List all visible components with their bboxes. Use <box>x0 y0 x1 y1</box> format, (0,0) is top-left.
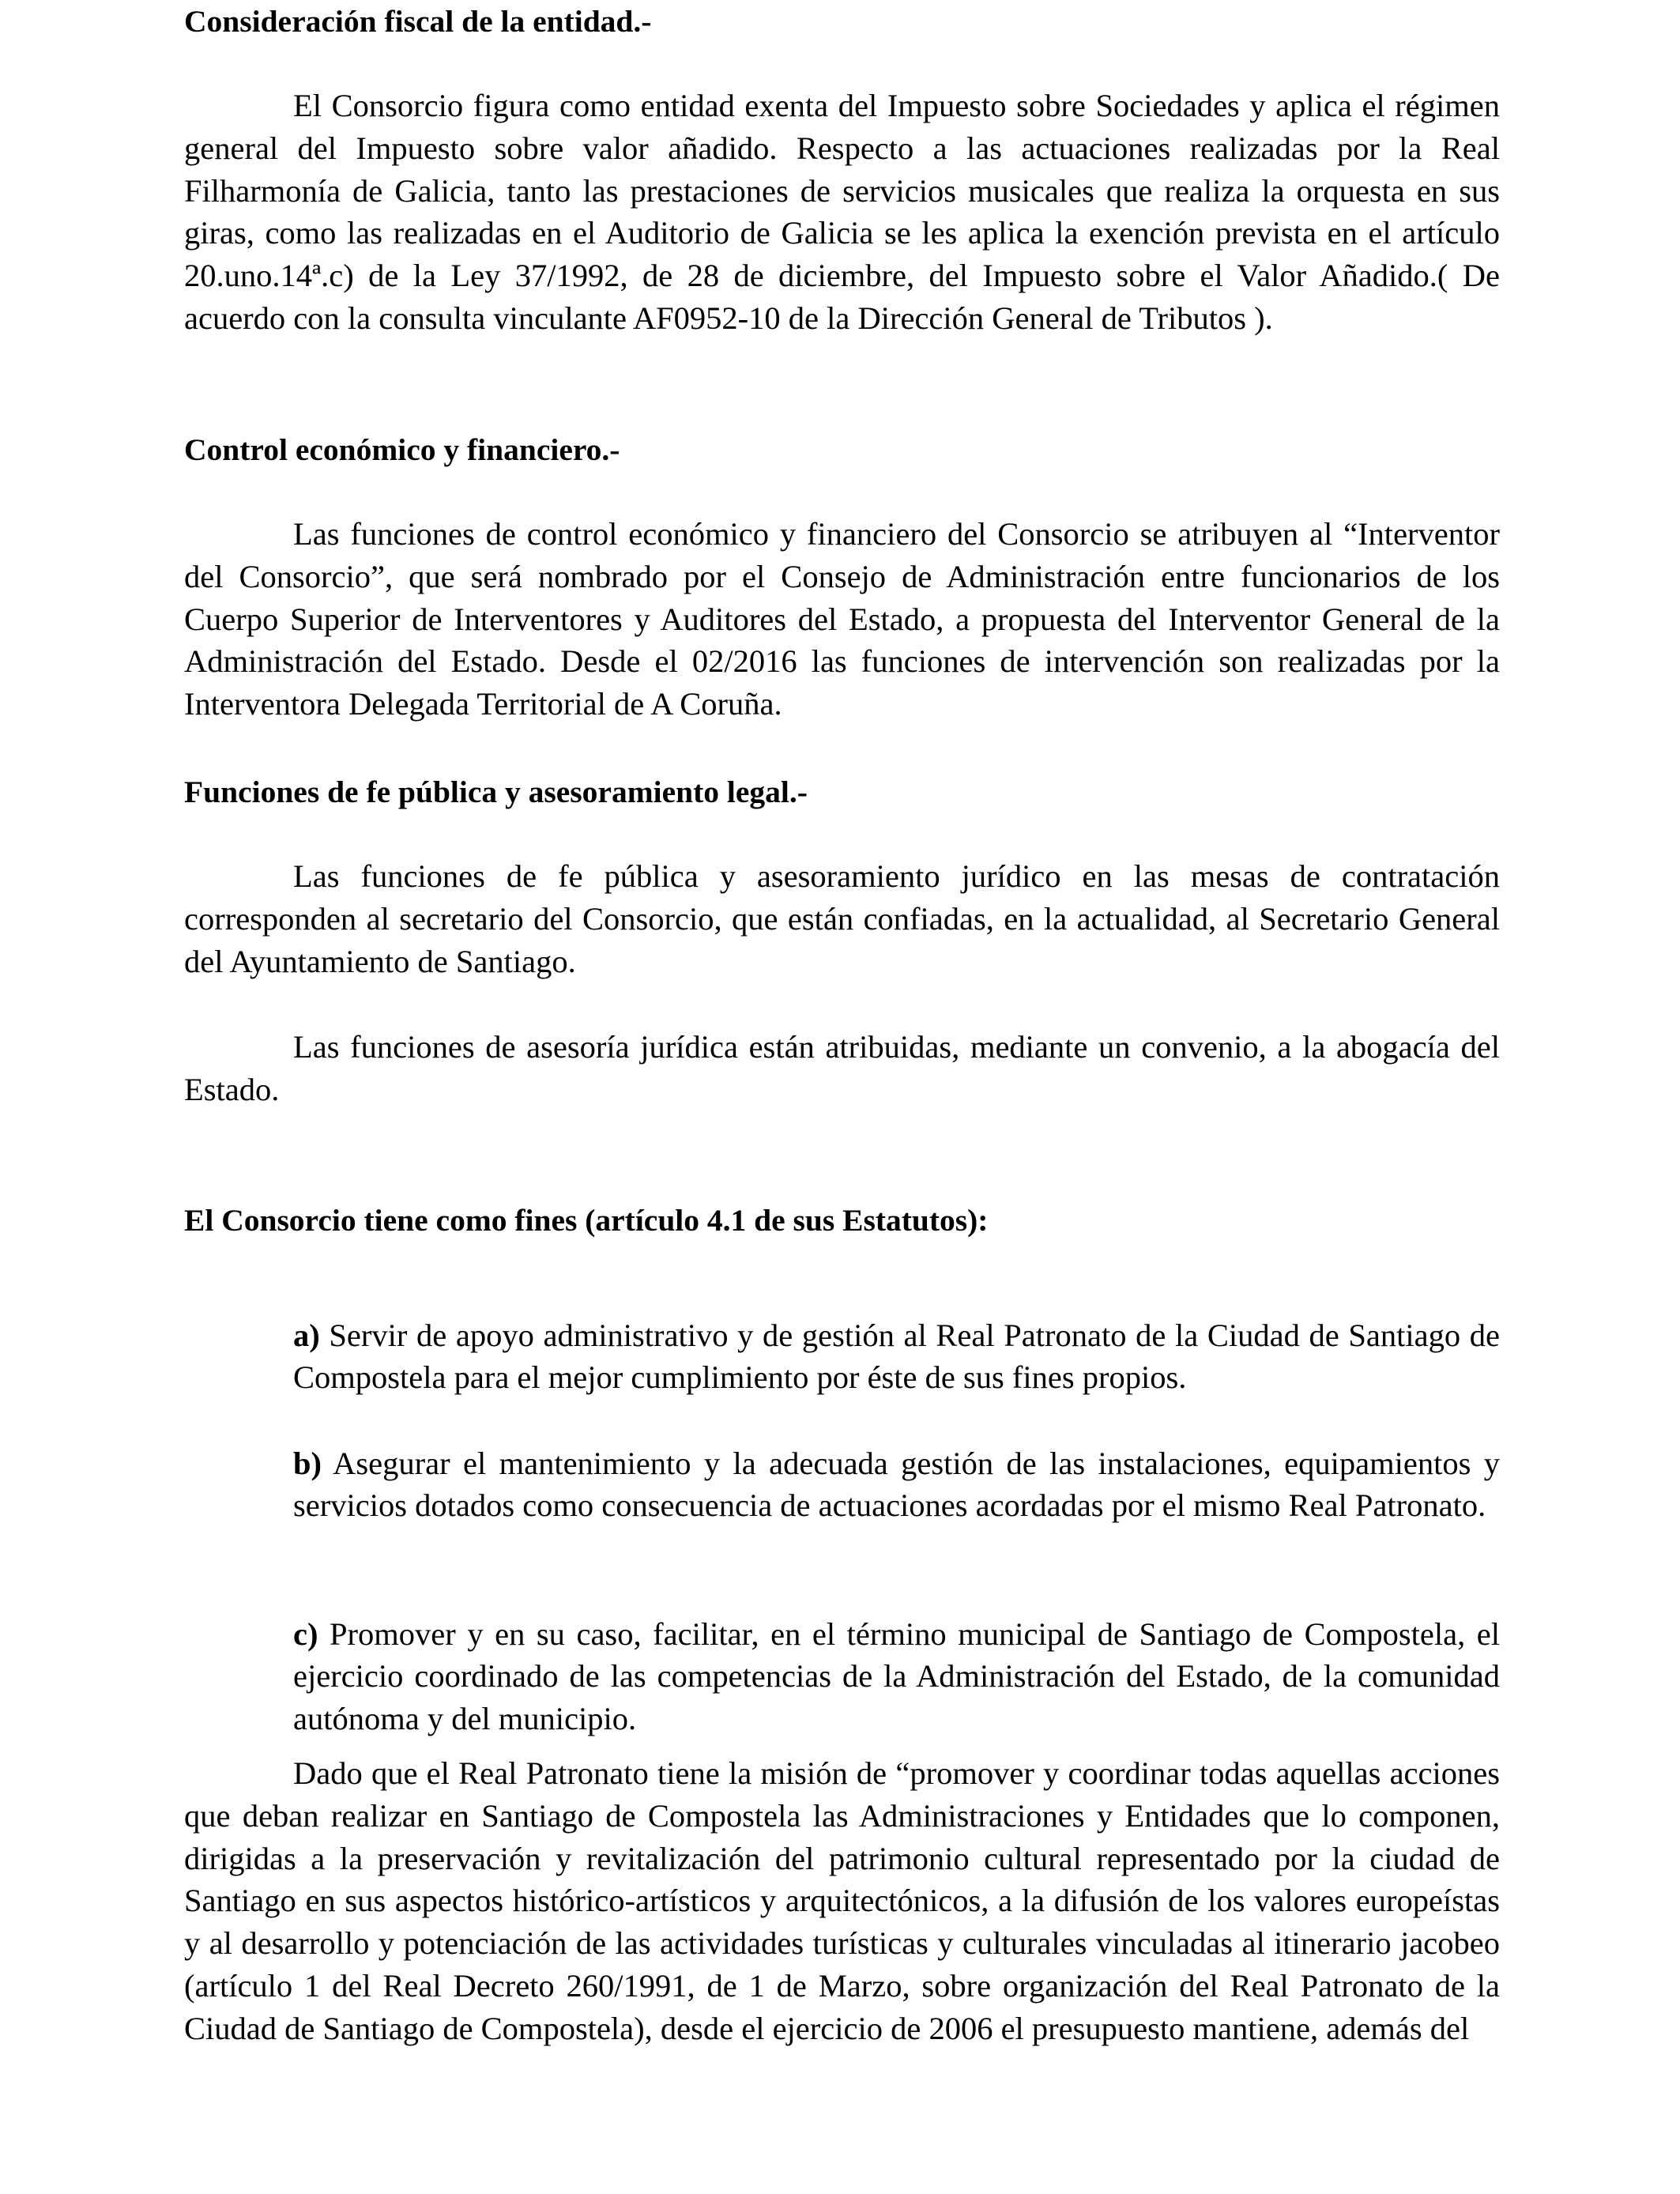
list-item-letter: b) <box>293 1445 322 1481</box>
heading-fiscal: Consideración fiscal de la entidad.- <box>184 4 652 39</box>
list-item-text: Asegurar el mantenimiento y la adecuada gestión de las instalaciones, equipamientos y servicios dotados como consecuencia de actuaciones acordadas por el mismo Real Patronato. <box>293 1445 1500 1524</box>
paragraph-fe-publica-1: Las funciones de fe pública y asesoramiento jurídico en las mesas de contratación corresponden al secretario del Consorcio, que están confiadas, en la actualidad, al Secretario General del Ayuntamiento de Santiago. <box>184 858 1500 979</box>
list-item-letter: a) <box>293 1317 320 1353</box>
paragraph-control: Las funciones de control económico y financiero del Consorcio se atribuyen al “Interventor del Consorcio”, que será nombrado por el Consejo de Administración entre funcionarios de los Cuerpo Superior de Interventores y Auditores del Estado, a propuesta del Interventor General de la Administración del Estado. Desde el 02/2016 las funciones de intervención son realizadas por la Interventora Delegada Territorial de A Coruña. <box>184 516 1500 722</box>
heading-fines: El Consorcio tiene como fines (artículo 4.1 de sus Estatutos): <box>184 1203 989 1238</box>
paragraph-fines-closing: Dado que el Real Patronato tiene la misión de “promover y coordinar todas aquellas acciones que deban realizar en Santiago de Compostela las Administraciones y Entidades que lo componen, dirigidas a la preservación y revitalización del patrimonio cultural representado por la ciudad de Santiago en sus aspectos histórico-artísticos y arquitectónicos, a la difusión de los valores europeístas y al desarrollo y potenciación de las actividades turísticas y culturales vinculadas al itinerario jacobeo (artículo 1 del Real Decreto 260/1991, de 1 de Marzo, sobre organización del Real Patronato de la Ciudad de Santiago de Compostela), desde el ejercicio de 2006 el presupuesto mantiene, además del <box>184 1755 1500 2046</box>
list-item-b <box>293 1442 1500 1528</box>
list-item-text: Servir de apoyo administrativo y de gestión al Real Patronato de la Ciudad de Santiago de Compostela para el mejor cumplimiento por éste de sus fines propios. <box>293 1317 1500 1396</box>
heading-fe-publica: Funciones de fe pública y asesoramiento legal.- <box>184 775 808 809</box>
list-item-c <box>293 1613 1500 1740</box>
list-item-a <box>293 1314 1500 1400</box>
list-item-letter: c) <box>293 1615 318 1652</box>
paragraph-fiscal: El Consorcio figura como entidad exenta del Impuesto sobre Sociedades y aplica el régimen general del Impuesto sobre valor añadido. Respecto a las actuaciones realizadas por la Real Filharmonía de Galicia, tanto las prestaciones de servicios musicales que realiza la orquesta en sus giras, como las realizadas en el Auditorio de Galicia se les aplica la exención prevista en el artículo 20.uno.14ª.c) de la Ley 37/1992, de 28 de diciembre, del Impuesto sobre el Valor Añadido.( De acuerdo con la consulta vinculante AF0952-10 de la Dirección General de Tributos ). <box>184 88 1500 336</box>
list-item-text: Promover y en su caso, facilitar, en el término municipal de Santiago de Compostela, el ejercicio coordinado de las competencias de la Administración del Estado, de la comunidad autónoma y del municipio. <box>293 1615 1500 1737</box>
paragraph-fe-publica-2: Las funciones de asesoría jurídica están atribuidas, mediante un convenio, a la abogacía del Estado. <box>184 1029 1500 1107</box>
heading-control: Control económico y financiero.- <box>184 432 620 467</box>
